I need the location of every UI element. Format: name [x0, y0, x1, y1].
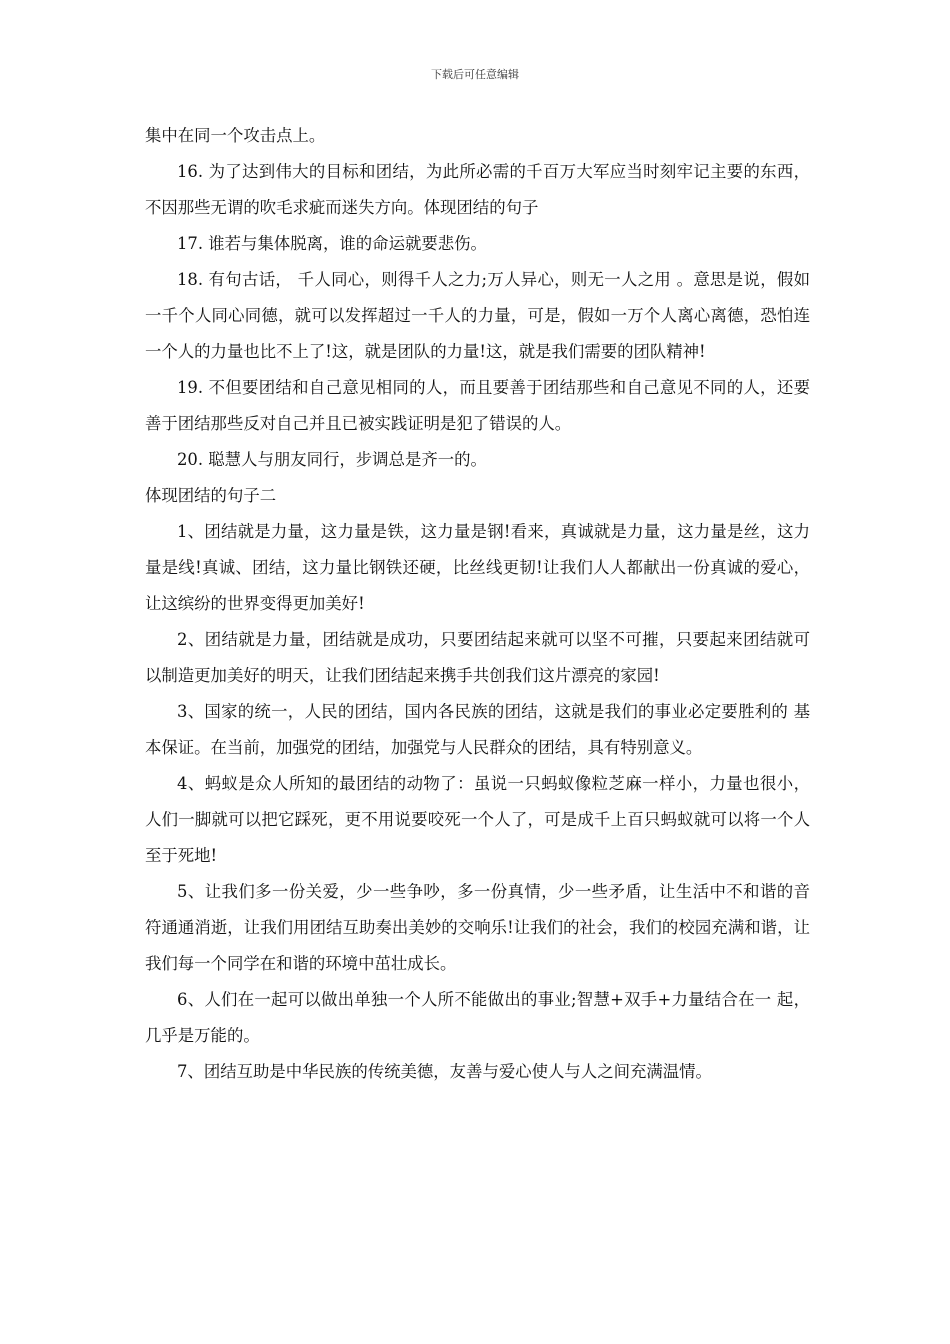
document-body: [145, 118, 810, 1090]
paragraph: 5、让我们多一份关爱，少一些争吵，多一份真情，少一些矛盾，让生活中不和谐的音符通通消逝，让我们用团结互助奏出美妙的交响乐!让我们的社会，我们的校园充满和谐，让我们每一个同学在和谐的环境中茁壮成长。: [145, 882, 810, 973]
paragraph: 集中在同一个攻击点上。: [145, 126, 326, 145]
paragraph: 6、人们在一起可以做出单独一个人所不能做出的事业;智慧+双手+力量结合在一 起，几乎是万能的。: [145, 990, 810, 1045]
paragraph: 17. 谁若与集体脱离，谁的命运就要悲伤。: [177, 234, 487, 253]
section-heading: 体现团结的句子二: [145, 486, 277, 505]
paragraph: 20. 聪慧人与朋友同行，步调总是齐一的。: [177, 450, 487, 469]
paragraph: 16. 为了达到伟大的目标和团结，为此所必需的千百万大军应当时刻牢记主要的东西，不因那些无谓的吹毛求疵而迷失方向。体现团结的句子: [145, 162, 810, 217]
paragraph: 19. 不但要团结和自己意见相同的人，而且要善于团结那些和自己意见不同的人，还要善于团结那些反对自己并且已被实践证明是犯了错误的人。: [145, 378, 810, 433]
paragraph: 18. 有句古话， 千人同心，则得千人之力;万人异心，则无一人之用 。意思是说，假如一千个人同心同德，就可以发挥超过一千人的力量，可是，假如一万个人离心离德，恐怕连一个人的力量也比不上了!这，就是团队的力量!这，就是我们需要的团队精神!: [145, 270, 810, 361]
paragraph: 4、蚂蚁是众人所知的最团结的动物了：虽说一只蚂蚁像粒芝麻一样小，力量也很小，人们一脚就可以把它踩死，更不用说要咬死一个人了，可是成千上百只蚂蚁就可以将一个人至于死地!: [145, 774, 810, 865]
paragraph: 2、团结就是力量，团结就是成功，只要团结起来就可以坚不可摧，只要起来团结就可以制造更加美好的明天，让我们团结起来携手共创我们这片漂亮的家园!: [145, 630, 810, 685]
paragraph: 3、国家的统一，人民的团结，国内各民族的团结，这就是我们的事业必定要胜利的 基本保证。在当前，加强党的团结，加强党与人民群众的团结，具有特别意义。: [145, 702, 810, 757]
paragraph: 1、团结就是力量，这力量是铁，这力量是钢!看来，真诚就是力量，这力量是丝，这力量是线!真诚、团结，这力量比钢铁还硬，比丝线更韧!让我们人人都献出一份真诚的爱心，让这缤纷的世界变得更加美好!: [145, 522, 810, 613]
page-header: 下载后可任意编辑: [431, 68, 519, 81]
paragraph: 7、团结互助是中华民族的传统美德，友善与爱心使人与人之间充满温情。: [177, 1062, 712, 1081]
